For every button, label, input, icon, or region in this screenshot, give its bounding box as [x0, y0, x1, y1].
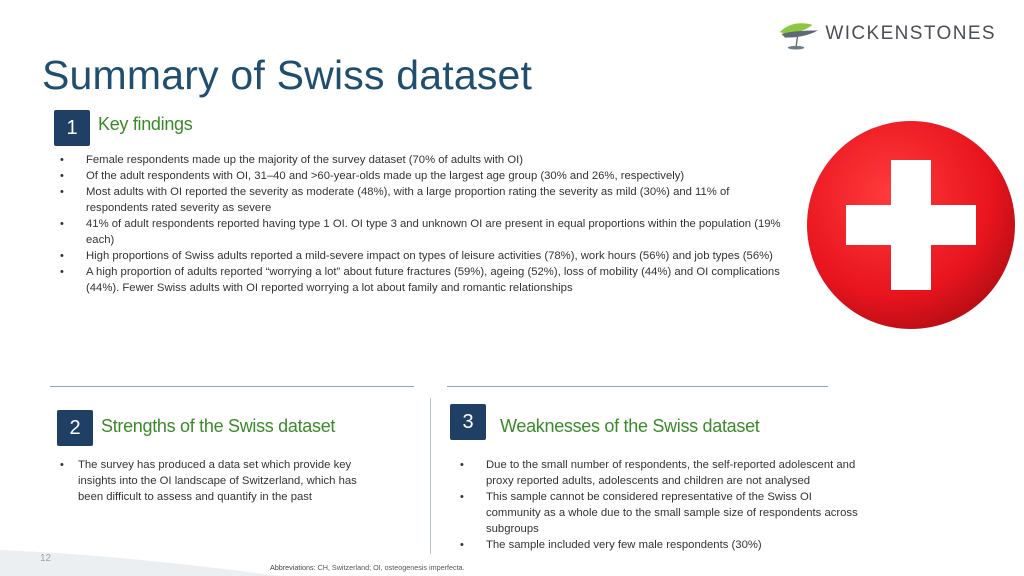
strengths-heading: Strengths of the Swiss dataset	[101, 416, 336, 436]
abbreviations-text: CH, Switzerland; OI, osteogenesis imperfecta.	[315, 563, 465, 572]
list-item: • This sample cannot be considered representative of the Swiss OI community as a whole due to the small sample size of respondents across subgroups	[460, 489, 860, 537]
key-findings-heading: Key findings	[98, 114, 193, 134]
strengths-list	[60, 457, 382, 505]
strengths-divider	[50, 386, 414, 387]
key-findings-list	[60, 152, 782, 296]
section-number-badge-2: 2	[57, 410, 93, 446]
list-item: • Most adults with OI reported the severity as moderate (48%), with a large proportion rating the severity as mild (30%) and 11% of respondents rated severity as severe	[60, 184, 782, 216]
abbreviations-footnote	[270, 563, 465, 572]
page-number: 12	[40, 553, 52, 564]
column-divider	[430, 398, 431, 554]
list-item: • High proportions of Swiss adults reported a mild-severe impact on types of leisure activities (78%), work hours (56%) and job types (56%)	[60, 248, 782, 264]
weaknesses-heading: Weaknesses of the Swiss dataset	[500, 416, 760, 436]
page-title: Summary of Swiss dataset	[42, 52, 533, 98]
list-item: • Due to the small number of respondents, the self-reported adolescent and proxy reported adults, adolescents and children are not analysed	[460, 457, 860, 489]
weaknesses-divider	[447, 386, 828, 387]
list-item: • Female respondents made up the majority of the survey dataset (70% of adults with OI)	[60, 152, 782, 168]
wickenstones-leaf-icon	[776, 16, 823, 52]
swiss-flag-icon	[806, 120, 1016, 330]
section-number-badge-3: 3	[450, 404, 486, 440]
list-item: • The survey has produced a data set which provide key insights into the OI landscape of Switzerland, which has been difficult to assess and quantify in the past	[60, 457, 382, 505]
wickenstones-logo	[776, 14, 996, 54]
section-number-badge-1: 1	[54, 110, 90, 146]
weaknesses-list	[460, 457, 860, 553]
logo-text: WICKENSTONES	[825, 23, 996, 44]
list-item: • 41% of adult respondents reported having type 1 OI. OI type 3 and unknown OI are present in equal proportions within the population (19% each)	[60, 216, 782, 248]
list-item: • A high proportion of adults reported “worrying a lot” about future fractures (59%), ageing (52%), loss of mobility (44%) and OI complications (44%). Fewer Swiss adults with OI reported worrying a lot about family and romantic relationships	[60, 264, 782, 296]
abbreviations-label: Abbreviations:	[270, 563, 316, 572]
list-item: • The sample included very few male respondents (30%)	[460, 537, 860, 553]
list-item: • Of the adult respondents with OI, 31–40 and >60-year-olds made up the largest age group (30% and 26%, respectively)	[60, 168, 782, 184]
